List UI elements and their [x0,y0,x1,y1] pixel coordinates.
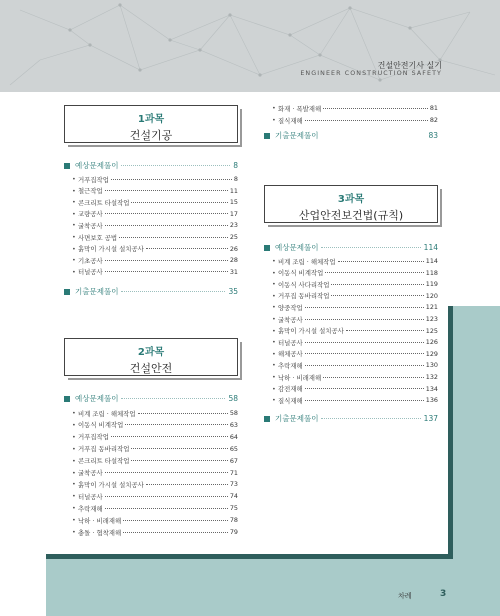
teal-accent-bottom [46,559,500,616]
toc-entry-page: 81 [429,104,438,112]
toc-entry[interactable] [272,349,438,359]
subject-1-box [64,105,238,143]
toc-entry-page: 123 [425,315,438,323]
toc-entry-title: 거푸집작업 [78,433,109,442]
dot-bullet-icon: • [72,256,76,265]
toc-entry-title: 사면보호 공법 [78,233,118,242]
dot-bullet-icon: • [72,420,76,429]
dot-bullet-icon: • [272,280,276,289]
toc-entry-page: 136 [425,396,438,405]
toc-entry-title: 화재 · 폭발재해 [278,104,322,113]
toc-entry[interactable] [272,279,438,289]
dot-bullet-icon: • [272,291,276,300]
toc-entry-title: 양중작업 [278,303,303,312]
toc-entry-page: 31 [229,267,238,276]
s2-expected-heading[interactable]: 예상문제풀이 58 [64,393,238,404]
dot-bullet-icon: • [72,516,76,525]
toc-entry-page: 118 [425,268,438,277]
toc-entry[interactable] [272,115,438,125]
dot-bullet-icon: • [72,209,76,218]
toc-entry[interactable] [72,209,238,219]
toc-entry-title: 이동식 비계작업 [278,269,324,278]
toc-entry-page: 78 [229,516,238,525]
toc-entry[interactable] [72,174,238,184]
toc-entry-page: 120 [425,291,438,300]
toc-entry-page: 130 [425,361,438,370]
toc-entry[interactable] [72,491,238,501]
dot-bullet-icon: • [72,198,76,207]
toc-entry-page: 58 [229,409,238,417]
dot-bullet-icon: • [272,396,276,405]
toc-entry[interactable] [272,372,438,382]
toc-entry-title: 흙막이 가시설 설치공사 [78,245,144,254]
toc-entry-page: 126 [425,338,438,347]
toc-entry-page: 71 [229,468,238,477]
toc-entry-title: 낙하 · 비래재해 [278,373,322,382]
square-bullet-icon [264,416,270,422]
header-band [0,0,500,92]
toc-entry-title: 굴착공사 [78,221,103,230]
toc-entry-title: 거푸집 동바리작업 [278,292,330,301]
toc-entry[interactable] [72,408,238,418]
dot-bullet-icon: • [272,326,276,335]
dot-bullet-icon: • [272,315,276,323]
subject-2-number: 2과목 [137,347,165,358]
subject-1-name: 건설기공 [129,129,173,142]
dot-bullet-icon: • [72,528,76,536]
toc-entry[interactable] [272,256,438,266]
toc-entry-title: 비계 조립 · 해체작업 [278,257,336,266]
subject-2-box [64,338,238,376]
dot-bullet-icon: • [272,257,276,265]
dot-bullet-icon: • [72,175,76,183]
s1-expected-heading[interactable]: 예상문제풀이 8 [64,160,238,171]
toc-entry[interactable] [272,360,438,370]
toc-entry[interactable] [72,515,238,525]
toc-entry-title: 교량공사 [78,210,103,219]
toc-entry-page: 67 [229,456,238,465]
toc-entry[interactable] [272,337,438,347]
dot-bullet-icon: • [272,384,276,393]
dot-bullet-icon: • [72,186,76,195]
toc-entry-page: 75 [229,504,238,513]
dot-bullet-icon: • [72,444,76,453]
toc-entry[interactable] [272,395,438,405]
toc-entry-title: 거푸집작업 [78,175,109,184]
subject-2-name: 건설안전 [129,362,173,375]
toc-entry[interactable] [272,103,438,113]
toc-entry-title: 추락재해 [278,361,303,370]
subject-3-number: 3과목 [337,194,365,205]
square-bullet-icon [264,133,270,139]
toc-entry[interactable] [72,244,238,254]
s1-past-heading[interactable]: 기출문제풀이 35 [64,286,238,297]
dot-bullet-icon: • [272,373,276,381]
toc-entry[interactable] [72,468,238,478]
toc-entry-page: 28 [229,256,238,265]
square-bullet-icon [64,289,70,295]
dot-bullet-icon: • [72,480,76,489]
s3-expected-heading[interactable]: 예상문제풀이 114 [264,242,438,253]
toc-entry-title: 낙하 · 비래재해 [78,516,122,525]
toc-entry-title: 충돌 · 협착재해 [78,528,122,537]
toc-entry-page: 114 [425,257,438,265]
dot-bullet-icon: • [72,456,76,465]
book-title: 건설안전기사 실기 [377,61,442,70]
page-number: 3 [440,589,447,599]
toc-entry-page: 73 [229,480,238,489]
toc-entry-page: 65 [229,444,238,453]
toc-entry-title: 기초공사 [78,256,103,265]
toc-entry[interactable] [72,197,238,207]
toc-entry-page: 79 [229,528,238,536]
toc-entry-page: 129 [425,349,438,358]
dot-bullet-icon: • [72,233,76,241]
toc-entry-page: 17 [229,209,238,218]
toc-entry[interactable] [72,232,238,242]
toc-entry-title: 흙막이 가시설 설치공사 [278,327,344,336]
toc-entry[interactable] [272,268,438,278]
subject-1-number: 1과목 [137,114,165,125]
toc-entry-title: 굴착공사 [78,469,103,477]
dark-frame-horizontal [46,554,453,559]
toc-entry-title: 터널공사 [278,338,303,347]
toc-entry[interactable] [72,420,238,430]
toc-entry-page: 132 [425,373,438,381]
dot-bullet-icon: • [72,221,76,230]
toc-entry-title: 거푸집 동바리작업 [78,445,130,454]
toc-entry-page: 15 [229,198,238,207]
s3-past-heading[interactable]: 기출문제풀이 137 [264,413,438,424]
footer-label: 차례 [398,592,412,600]
book-subtitle: ENGINEER CONSTRUCTION SAFETY [300,70,442,77]
toc-entry-title: 해체공사 [278,350,303,359]
toc-entry-page: 121 [425,303,438,312]
dot-bullet-icon: • [72,468,76,477]
toc-entry[interactable] [272,314,438,324]
toc-entry[interactable] [72,456,238,466]
square-bullet-icon [64,163,70,169]
toc-entry-title: 흙막이 가시설 설치공사 [78,480,144,489]
square-bullet-icon [64,396,70,402]
square-bullet-icon [264,245,270,251]
toc-entry-title: 비계 조립 · 해체작업 [78,409,136,418]
toc-entry-title: 철근작업 [78,187,103,196]
toc-entry-page: 26 [229,244,238,253]
toc-entry[interactable] [72,444,238,454]
dot-bullet-icon: • [272,268,276,277]
toc-entry[interactable] [72,479,238,489]
toc-entry[interactable] [72,432,238,442]
toc-entry-title: 콘크리트 타설작업 [78,198,130,207]
s2-past-heading[interactable]: 기출문제풀이 83 [264,130,438,141]
dot-bullet-icon: • [72,244,76,253]
toc-entry-page: 134 [425,384,438,393]
toc-entry-page: 23 [229,221,238,230]
dot-bullet-icon: • [272,338,276,347]
dark-frame-vertical [448,306,453,559]
toc-entry-page: 11 [229,186,238,195]
toc-entry[interactable] [72,255,238,265]
toc-entry-page: 119 [425,280,438,289]
subject-3-name: 산업안전보건법(규칙) [298,209,404,222]
toc-entry-title: 터널공사 [78,492,103,501]
dot-bullet-icon: • [72,504,76,513]
dot-bullet-icon: • [72,409,76,417]
toc-entry[interactable] [72,186,238,196]
toc-entry-title: 감전재해 [278,385,303,394]
toc-entry[interactable] [272,326,438,336]
toc-entry-page: 64 [229,432,238,441]
toc-entry-page: 74 [229,492,238,501]
toc-entry-page: 125 [425,326,438,335]
dot-bullet-icon: • [272,349,276,358]
toc-entry-title: 터널공사 [78,268,103,277]
toc-entry[interactable] [72,503,238,513]
toc-entry-page: 82 [429,116,438,124]
toc-entry-title: 이동식 비계작업 [78,421,124,430]
toc-entry-title: 굴착공사 [278,315,303,324]
toc-entry-title: 추락재해 [78,504,103,513]
toc-entry-title: 이동식 사다리작업 [278,280,330,289]
dot-bullet-icon: • [272,104,276,112]
dot-bullet-icon: • [72,492,76,501]
toc-entry[interactable] [272,291,438,301]
dot-bullet-icon: • [272,361,276,370]
subject-3-box [264,185,438,223]
dot-bullet-icon: • [272,303,276,312]
toc-entry-title: 질식재해 [278,396,303,405]
dot-bullet-icon: • [72,432,76,441]
toc-entry-page: 8 [233,175,238,183]
toc-entry[interactable] [272,302,438,312]
toc-entry-title: 질식재해 [278,116,303,125]
toc-entry[interactable] [272,384,438,394]
toc-entry-title: 콘크리트 타설작업 [78,457,130,466]
network-pattern-icon [0,0,500,92]
toc-entry[interactable] [72,527,238,537]
toc-entry[interactable] [72,267,238,277]
toc-entry-page: 25 [229,233,238,241]
dot-bullet-icon: • [72,267,76,276]
dot-bullet-icon: • [272,116,276,124]
toc-entry-page: 63 [229,420,238,429]
toc-entry[interactable] [72,220,238,230]
